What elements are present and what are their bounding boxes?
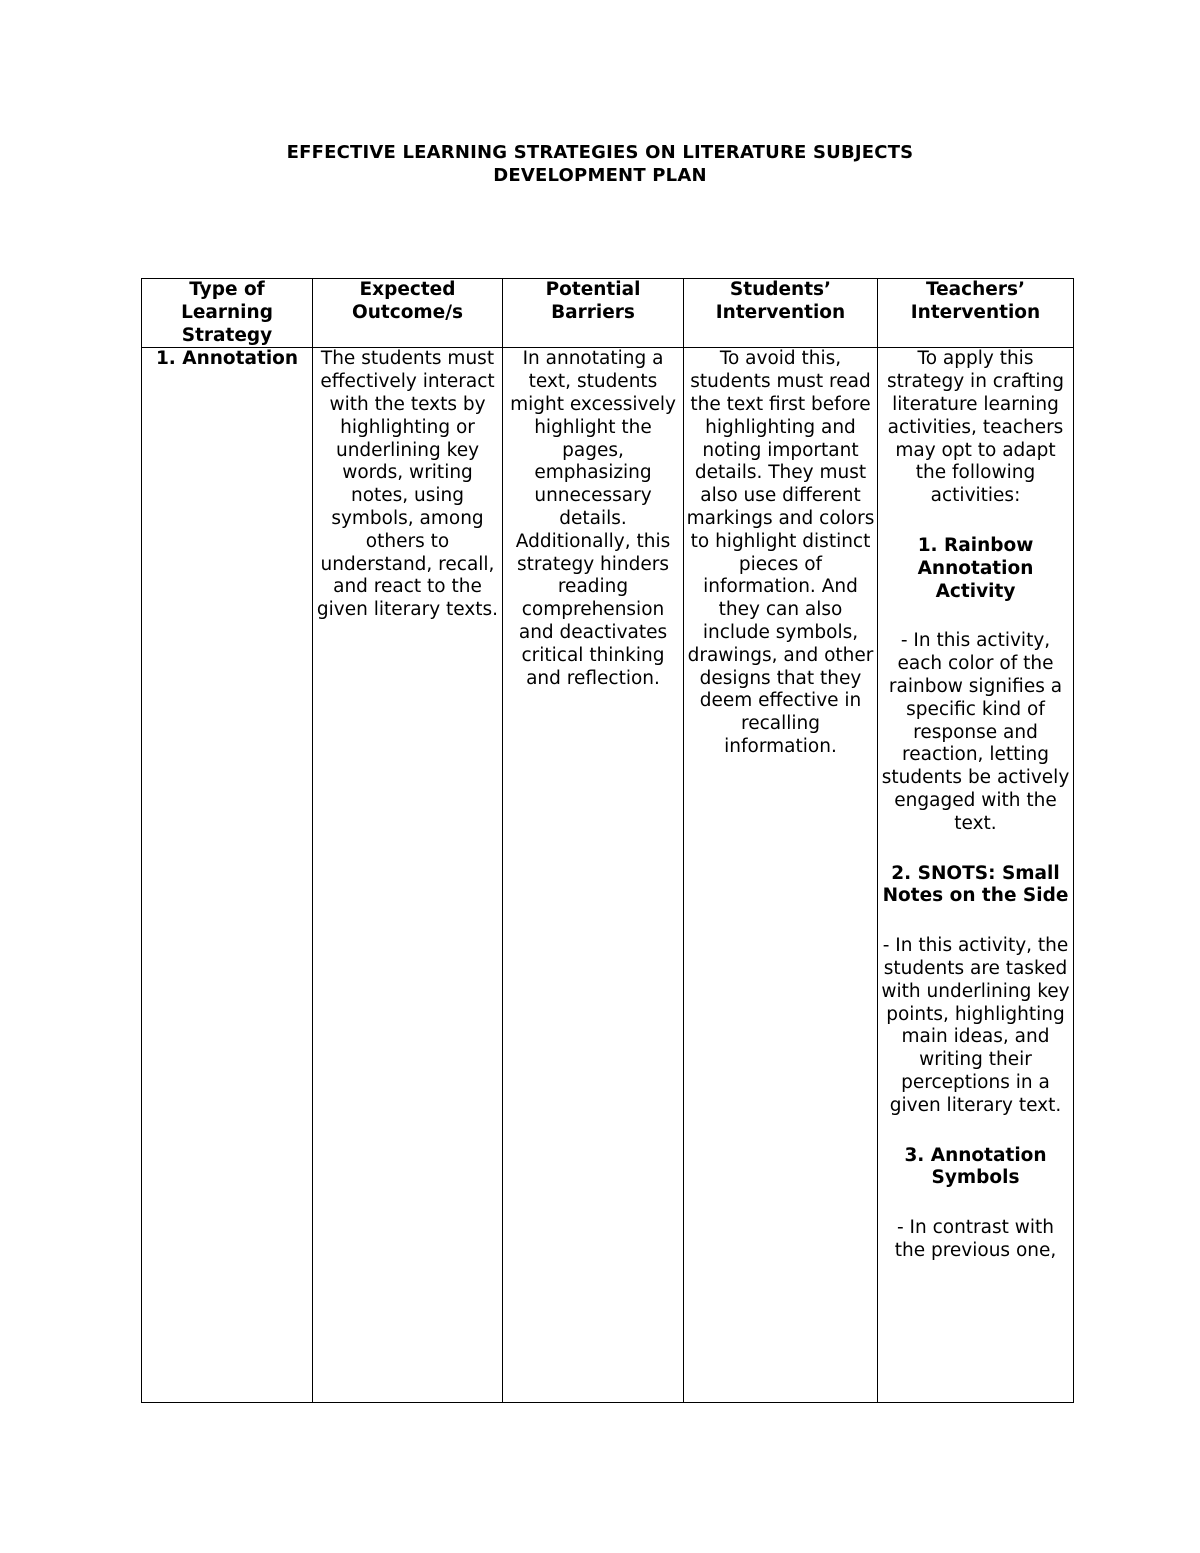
activity-title: 1. Rainbow Annotation Activity — [917, 534, 1034, 602]
activity-title: 2. SNOTS: Small Notes on the Side — [882, 862, 1069, 907]
cell-students-intervention — [684, 348, 878, 1403]
activity-description: - In this activity, the students are tasked with underlining key points, highlighting main ideas, and writing their perceptions in a given literary text. — [881, 935, 1070, 1116]
cell-outcome — [313, 348, 503, 1403]
outcome-text: The students must effectively interact with the texts by highlighting or underlining key words, writing notes, using symbols, among others to understand, recall, and react to the given literary texts. — [316, 348, 499, 621]
cell-barriers — [503, 348, 684, 1403]
title-line-1: EFFECTIVE LEARNING STRATEGIES ON LITERATURE SUBJECTS — [286, 142, 914, 163]
title-line-2: DEVELOPMENT PLAN — [493, 165, 707, 186]
header-type-of-learning-strategy: Type of Learning Strategy — [142, 279, 313, 348]
header-students-intervention: Students’ Intervention — [684, 279, 878, 348]
students-intervention-text: To avoid this, students must read the text first before highlighting and noting important details. They must also use different markings and colors to highlight distinct pieces of information. And they can also include symbols, drawings, and other designs that they deem effective in recalling information. — [686, 348, 875, 757]
strategy-name: 1. Annotation — [155, 348, 299, 370]
header-teachers-intervention: Teachers’ Intervention — [878, 279, 1074, 348]
cell-strategy — [142, 348, 313, 1403]
cell-teachers-intervention — [878, 348, 1074, 1403]
barriers-text: In annotating a text, students might excessively highlight the pages, emphasizing unnecessary details. Additionally, this strategy hinders reading comprehension and deactivates critical thinking and reflection. — [510, 348, 676, 689]
activity-description: - In this activity, each color of the rainbow signifies a specific kind of response and reaction, letting students be actively engaged with the text. — [881, 630, 1070, 834]
header-potential-barriers: Potential Barriers — [503, 279, 684, 348]
development-plan-table — [141, 278, 1074, 1403]
teachers-intervention-intro: To apply this strategy in crafting literature learning activities, teachers may opt to adapt the following activities: — [887, 348, 1064, 507]
activity-description: - In contrast with the previous one, — [894, 1217, 1057, 1261]
header-expected-outcomes: Expected Outcome/s — [313, 279, 503, 348]
table-row — [142, 348, 1074, 1403]
activity-title: 3. Annotation Symbols — [904, 1144, 1047, 1189]
page-title — [0, 141, 1200, 187]
table-header-row — [142, 279, 1074, 348]
